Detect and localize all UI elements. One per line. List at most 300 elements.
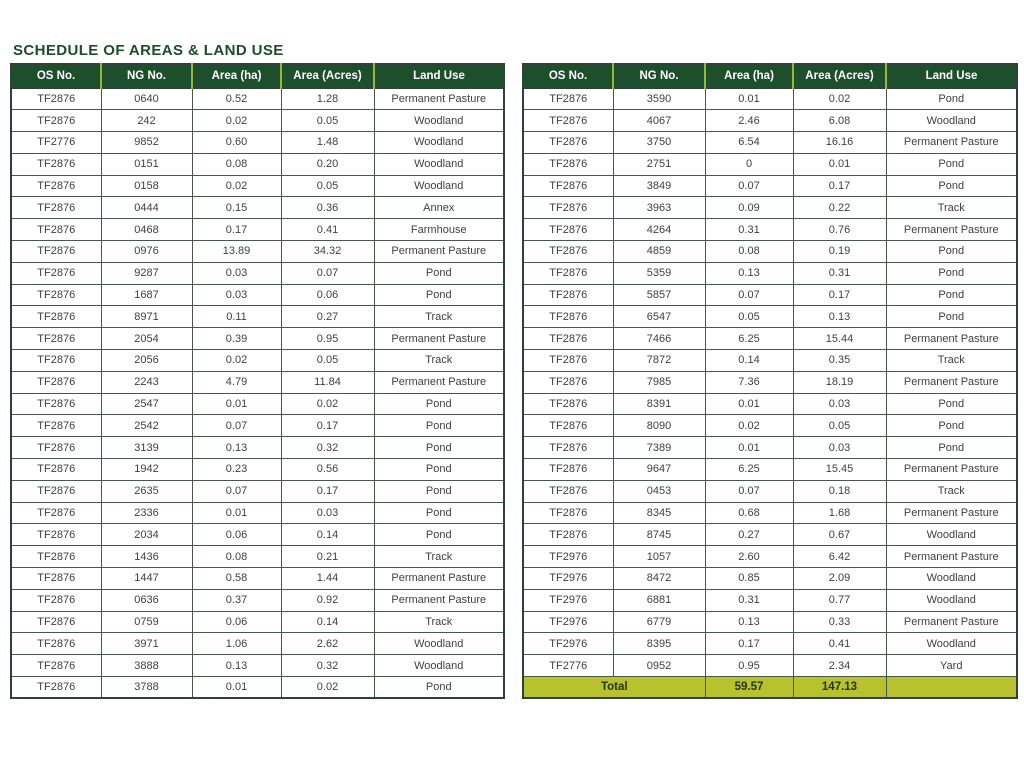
- table-cell: 8472: [613, 568, 705, 590]
- page-title: SCHEDULE OF AREAS & LAND USE: [13, 42, 284, 59]
- table-row: [11, 132, 504, 154]
- table-cell: Pond: [886, 284, 1017, 306]
- table-cell: Track: [886, 197, 1017, 219]
- table-row: [523, 502, 1017, 524]
- column-header-area-acres: Area (Acres): [281, 64, 374, 88]
- table-cell: 0.14: [705, 350, 793, 372]
- table-cell: 4067: [613, 110, 705, 132]
- table-cell: TF2876: [523, 197, 613, 219]
- table-row: [523, 437, 1017, 459]
- table-cell: 0.18: [793, 480, 886, 502]
- table-cell: TF2876: [11, 328, 101, 350]
- table-cell: Woodland: [374, 132, 504, 154]
- table-cell: TF2876: [11, 524, 101, 546]
- table-row: [523, 219, 1017, 241]
- table-cell: TF2876: [11, 219, 101, 241]
- table-cell: 2.46: [705, 110, 793, 132]
- header-row: [523, 64, 1017, 88]
- table-cell: TF2876: [523, 437, 613, 459]
- table-row: [11, 480, 504, 502]
- table-cell: TF2876: [523, 175, 613, 197]
- table-cell: 0.36: [281, 197, 374, 219]
- table-cell: 5359: [613, 262, 705, 284]
- table-row: [11, 219, 504, 241]
- table-cell: 0.17: [281, 415, 374, 437]
- table-cell: 0.14: [281, 611, 374, 633]
- table-cell: 0.77: [793, 589, 886, 611]
- table-cell: 3590: [613, 88, 705, 110]
- table-cell: Farmhouse: [374, 219, 504, 241]
- table-cell: 0.20: [281, 153, 374, 175]
- table-row: [523, 153, 1017, 175]
- table-cell: Pond: [886, 88, 1017, 110]
- table-row: [11, 568, 504, 590]
- table-cell: TF2876: [11, 437, 101, 459]
- table-row: [11, 328, 504, 350]
- header-row: [11, 64, 504, 88]
- table-cell: 0.07: [192, 480, 281, 502]
- table-cell: Yard: [886, 655, 1017, 677]
- table-cell: 6.08: [793, 110, 886, 132]
- table-cell: 0.07: [281, 262, 374, 284]
- table-cell: 0.95: [705, 655, 793, 677]
- table-row: [523, 110, 1017, 132]
- column-header-area-ha: Area (ha): [192, 64, 281, 88]
- table-cell: 0.01: [793, 153, 886, 175]
- table-row: [11, 459, 504, 481]
- table-cell: TF2876: [11, 655, 101, 677]
- table-cell: 6.54: [705, 132, 793, 154]
- table-row: [11, 502, 504, 524]
- table-cell: Track: [374, 546, 504, 568]
- column-header-ng-no: NG No.: [101, 64, 192, 88]
- table-cell: 0.13: [705, 611, 793, 633]
- table-cell: 7466: [613, 328, 705, 350]
- table-cell: Pond: [374, 415, 504, 437]
- table-cell: 0640: [101, 88, 192, 110]
- table-cell: TF2976: [523, 546, 613, 568]
- column-header-area-acres: Area (Acres): [793, 64, 886, 88]
- table-cell: 0.17: [192, 219, 281, 241]
- table-cell: TF2876: [523, 459, 613, 481]
- table-cell: 3849: [613, 175, 705, 197]
- table-cell: 9287: [101, 262, 192, 284]
- table-cell: 0.39: [192, 328, 281, 350]
- table-cell: 0759: [101, 611, 192, 633]
- table-cell: 0.95: [281, 328, 374, 350]
- table-cell: 0.85: [705, 568, 793, 590]
- table-cell: Track: [886, 480, 1017, 502]
- table-cell: 15.45: [793, 459, 886, 481]
- column-header-os-no: OS No.: [523, 64, 613, 88]
- table-cell: TF2876: [11, 459, 101, 481]
- table-cell: 0.11: [192, 306, 281, 328]
- table-cell: Woodland: [886, 110, 1017, 132]
- table-cell: Permanent Pasture: [374, 589, 504, 611]
- table-row: [523, 175, 1017, 197]
- table-cell: TF2876: [11, 153, 101, 175]
- table-cell: 0.92: [281, 589, 374, 611]
- table-cell: 0.07: [192, 415, 281, 437]
- table-cell: Permanent Pasture: [886, 132, 1017, 154]
- table-cell: 0.32: [281, 655, 374, 677]
- table-cell: 7872: [613, 350, 705, 372]
- table-row: [11, 546, 504, 568]
- table-header: [523, 64, 1017, 88]
- table-cell: 1.44: [281, 568, 374, 590]
- table-cell: Track: [374, 611, 504, 633]
- table-cell: Woodland: [374, 175, 504, 197]
- table-cell: 0.03: [192, 262, 281, 284]
- table-cell: 1.68: [793, 502, 886, 524]
- table-row: [11, 284, 504, 306]
- table-cell: TF2876: [523, 350, 613, 372]
- table-cell: Pond: [886, 175, 1017, 197]
- table-row: [523, 655, 1017, 677]
- table-cell: 0952: [613, 655, 705, 677]
- table-row: [11, 633, 504, 655]
- table-row: [523, 589, 1017, 611]
- table-cell: 8971: [101, 306, 192, 328]
- table-row: [523, 611, 1017, 633]
- column-header-area-ha: Area (ha): [705, 64, 793, 88]
- table-cell: 0.58: [192, 568, 281, 590]
- table-cell: 0.27: [281, 306, 374, 328]
- table-row: [11, 437, 504, 459]
- table-cell: 0.31: [705, 219, 793, 241]
- table-cell: 0158: [101, 175, 192, 197]
- table-cell: Track: [886, 350, 1017, 372]
- table-cell: TF2976: [523, 611, 613, 633]
- table-footer: [523, 677, 1017, 699]
- table-cell: Annex: [374, 197, 504, 219]
- table-cell: 2.09: [793, 568, 886, 590]
- table-cell: 0.01: [192, 393, 281, 415]
- table-cell: 8090: [613, 415, 705, 437]
- table-cell: 3888: [101, 655, 192, 677]
- table-cell: 0.08: [192, 153, 281, 175]
- table-cell: TF2876: [523, 219, 613, 241]
- table-cell: 0.05: [281, 175, 374, 197]
- table-cell: 1.48: [281, 132, 374, 154]
- table-cell: 0.27: [705, 524, 793, 546]
- table-cell: 0.01: [705, 88, 793, 110]
- table-row: [11, 589, 504, 611]
- table-cell: 9647: [613, 459, 705, 481]
- table-cell: Pond: [886, 415, 1017, 437]
- table-cell: Pond: [886, 437, 1017, 459]
- table-cell: 0.56: [281, 459, 374, 481]
- table-cell: Permanent Pasture: [886, 459, 1017, 481]
- table-header: [11, 64, 504, 88]
- table-cell: Pond: [374, 262, 504, 284]
- table-cell: TF2876: [11, 241, 101, 263]
- table-cell: Pond: [886, 262, 1017, 284]
- table-cell: TF2876: [523, 88, 613, 110]
- table-cell: Pond: [886, 153, 1017, 175]
- table-cell: 0.02: [705, 415, 793, 437]
- table-cell: TF2876: [523, 480, 613, 502]
- table-cell: 0636: [101, 589, 192, 611]
- table-cell: 2054: [101, 328, 192, 350]
- table-cell: 0.01: [705, 393, 793, 415]
- table-row: [11, 371, 504, 393]
- table-cell: Pond: [374, 524, 504, 546]
- table-cell: Track: [374, 350, 504, 372]
- table-cell: Pond: [374, 480, 504, 502]
- table-cell: 0.22: [793, 197, 886, 219]
- total-label: Total: [523, 677, 705, 699]
- table-cell: 1447: [101, 568, 192, 590]
- table-cell: Pond: [374, 502, 504, 524]
- table-cell: 0.17: [793, 175, 886, 197]
- table-cell: TF2876: [11, 611, 101, 633]
- table-cell: 8345: [613, 502, 705, 524]
- table-cell: 0.02: [281, 393, 374, 415]
- table-cell: 0.02: [793, 88, 886, 110]
- table-cell: Permanent Pasture: [374, 328, 504, 350]
- table-row: [523, 524, 1017, 546]
- table-cell: TF2876: [11, 677, 101, 699]
- table-row: [11, 611, 504, 633]
- table-cell: Permanent Pasture: [374, 241, 504, 263]
- table-cell: 1436: [101, 546, 192, 568]
- table-cell: 34.32: [281, 241, 374, 263]
- table-row: [11, 153, 504, 175]
- table-cell: TF2876: [523, 502, 613, 524]
- table-cell: 0.15: [192, 197, 281, 219]
- table-cell: 0.03: [192, 284, 281, 306]
- table-cell: TF2876: [11, 568, 101, 590]
- table-cell: TF2876: [11, 393, 101, 415]
- table-cell: TF2876: [523, 132, 613, 154]
- table-cell: 0.03: [793, 437, 886, 459]
- table-cell: 0.31: [793, 262, 886, 284]
- table-cell: Pond: [374, 677, 504, 699]
- table-cell: 6881: [613, 589, 705, 611]
- table-cell: TF2876: [11, 197, 101, 219]
- table-cell: 0.07: [705, 175, 793, 197]
- table-cell: 0.02: [192, 110, 281, 132]
- table-cell: 0.37: [192, 589, 281, 611]
- table-cell: Permanent Pasture: [886, 328, 1017, 350]
- table-cell: 0.13: [192, 655, 281, 677]
- table-cell: 2542: [101, 415, 192, 437]
- table-body: [523, 88, 1017, 677]
- table-cell: 1.28: [281, 88, 374, 110]
- table-cell: 242: [101, 110, 192, 132]
- table-cell: TF2876: [11, 88, 101, 110]
- column-header-ng-no: NG No.: [613, 64, 705, 88]
- table-row: [11, 197, 504, 219]
- table-cell: 7389: [613, 437, 705, 459]
- table-cell: 0.03: [793, 393, 886, 415]
- table-row: [11, 175, 504, 197]
- table-row: [523, 546, 1017, 568]
- table-cell: 0.02: [281, 677, 374, 699]
- table-cell: 0.35: [793, 350, 886, 372]
- column-header-land-use: Land Use: [374, 64, 504, 88]
- table-cell: TF2876: [11, 110, 101, 132]
- table-cell: 0.06: [192, 524, 281, 546]
- table-cell: 0.23: [192, 459, 281, 481]
- table-cell: Pond: [374, 284, 504, 306]
- table-row: [11, 415, 504, 437]
- table-row: [523, 633, 1017, 655]
- table-cell: 0.13: [793, 306, 886, 328]
- table-cell: 2547: [101, 393, 192, 415]
- table-cell: 3971: [101, 633, 192, 655]
- table-cell: TF2876: [523, 110, 613, 132]
- table-cell: TF2876: [523, 262, 613, 284]
- table-cell: 2243: [101, 371, 192, 393]
- table-cell: 16.16: [793, 132, 886, 154]
- table-cell: 0.05: [705, 306, 793, 328]
- table-cell: 5857: [613, 284, 705, 306]
- table-cell: TF2876: [523, 415, 613, 437]
- table-cell: 2056: [101, 350, 192, 372]
- table-cell: Woodland: [886, 568, 1017, 590]
- table-cell: 0.07: [705, 284, 793, 306]
- table-cell: Permanent Pasture: [886, 546, 1017, 568]
- total-row: [523, 677, 1017, 699]
- table-row: [523, 328, 1017, 350]
- table-cell: TF2976: [523, 633, 613, 655]
- table-cell: 6.25: [705, 328, 793, 350]
- total-area-acres: 147.13: [793, 677, 886, 699]
- table-row: [523, 415, 1017, 437]
- table-cell: Permanent Pasture: [374, 371, 504, 393]
- table-cell: 6.42: [793, 546, 886, 568]
- table-cell: 1.06: [192, 633, 281, 655]
- table-cell: 3750: [613, 132, 705, 154]
- table-cell: Woodland: [886, 524, 1017, 546]
- table-cell: TF2876: [11, 306, 101, 328]
- table-cell: TF2876: [523, 284, 613, 306]
- table-cell: 0.32: [281, 437, 374, 459]
- table-cell: 7.36: [705, 371, 793, 393]
- table-row: [11, 393, 504, 415]
- table-cell: 8395: [613, 633, 705, 655]
- table-body: [11, 88, 504, 698]
- table-cell: 3788: [101, 677, 192, 699]
- table-cell: Woodland: [374, 655, 504, 677]
- table-cell: TF2976: [523, 589, 613, 611]
- column-header-os-no: OS No.: [11, 64, 101, 88]
- table-cell: 0.13: [705, 262, 793, 284]
- table-row: [523, 306, 1017, 328]
- table-cell: TF2876: [11, 415, 101, 437]
- table-cell: TF2876: [11, 480, 101, 502]
- table-cell: Pond: [886, 241, 1017, 263]
- table-cell: 13.89: [192, 241, 281, 263]
- table-cell: 9852: [101, 132, 192, 154]
- table-cell: 0444: [101, 197, 192, 219]
- table-cell: TF2876: [523, 241, 613, 263]
- table-cell: 6547: [613, 306, 705, 328]
- table-cell: Woodland: [886, 633, 1017, 655]
- table-cell: Track: [374, 306, 504, 328]
- table-cell: 0.17: [793, 284, 886, 306]
- table-cell: TF2876: [11, 546, 101, 568]
- table-cell: 18.19: [793, 371, 886, 393]
- table-row: [11, 88, 504, 110]
- table-cell: 4264: [613, 219, 705, 241]
- table-cell: 0.05: [281, 110, 374, 132]
- table-cell: Pond: [374, 437, 504, 459]
- table-cell: 2.62: [281, 633, 374, 655]
- table-cell: TF2876: [11, 262, 101, 284]
- table-cell: TF2776: [11, 132, 101, 154]
- table-cell: 15.44: [793, 328, 886, 350]
- table-row: [523, 241, 1017, 263]
- total-area-ha: 59.57: [705, 677, 793, 699]
- table-row: [11, 524, 504, 546]
- table-cell: Woodland: [374, 110, 504, 132]
- table-cell: 3963: [613, 197, 705, 219]
- table-cell: 0.17: [281, 480, 374, 502]
- table-row: [11, 655, 504, 677]
- table-cell: 0.14: [281, 524, 374, 546]
- table-cell: 0.33: [793, 611, 886, 633]
- table-cell: 0.07: [705, 480, 793, 502]
- table-cell: Permanent Pasture: [374, 568, 504, 590]
- table-row: [523, 459, 1017, 481]
- table-cell: 1687: [101, 284, 192, 306]
- total-land-use: [886, 677, 1017, 699]
- table-cell: 0.19: [793, 241, 886, 263]
- table-cell: 4.79: [192, 371, 281, 393]
- table-cell: 7985: [613, 371, 705, 393]
- table-cell: 0453: [613, 480, 705, 502]
- land-use-table-right: [522, 63, 1018, 699]
- table-cell: 8745: [613, 524, 705, 546]
- table-cell: Woodland: [886, 589, 1017, 611]
- table-cell: 0.03: [281, 502, 374, 524]
- table-cell: 0.08: [192, 546, 281, 568]
- table-cell: 2635: [101, 480, 192, 502]
- table-cell: 0.60: [192, 132, 281, 154]
- table-row: [523, 132, 1017, 154]
- table-cell: TF2876: [523, 393, 613, 415]
- table-cell: 0.21: [281, 546, 374, 568]
- table-cell: 0.31: [705, 589, 793, 611]
- table-cell: 0.76: [793, 219, 886, 241]
- table-cell: 0.41: [281, 219, 374, 241]
- table-cell: TF2876: [11, 502, 101, 524]
- table-cell: 1942: [101, 459, 192, 481]
- table-cell: 0.02: [192, 350, 281, 372]
- table-cell: 0976: [101, 241, 192, 263]
- table-row: [523, 371, 1017, 393]
- table-cell: Woodland: [374, 633, 504, 655]
- table-cell: 4859: [613, 241, 705, 263]
- table-cell: 2336: [101, 502, 192, 524]
- table-cell: Permanent Pasture: [886, 502, 1017, 524]
- table-cell: TF2876: [11, 350, 101, 372]
- table-cell: 6779: [613, 611, 705, 633]
- table-cell: 6.25: [705, 459, 793, 481]
- table-row: [523, 284, 1017, 306]
- table-cell: 8391: [613, 393, 705, 415]
- table-row: [523, 568, 1017, 590]
- table-cell: 1057: [613, 546, 705, 568]
- table-cell: Pond: [886, 306, 1017, 328]
- table-cell: Permanent Pasture: [374, 88, 504, 110]
- table-cell: TF2876: [11, 175, 101, 197]
- table-row: [11, 262, 504, 284]
- table-row: [523, 262, 1017, 284]
